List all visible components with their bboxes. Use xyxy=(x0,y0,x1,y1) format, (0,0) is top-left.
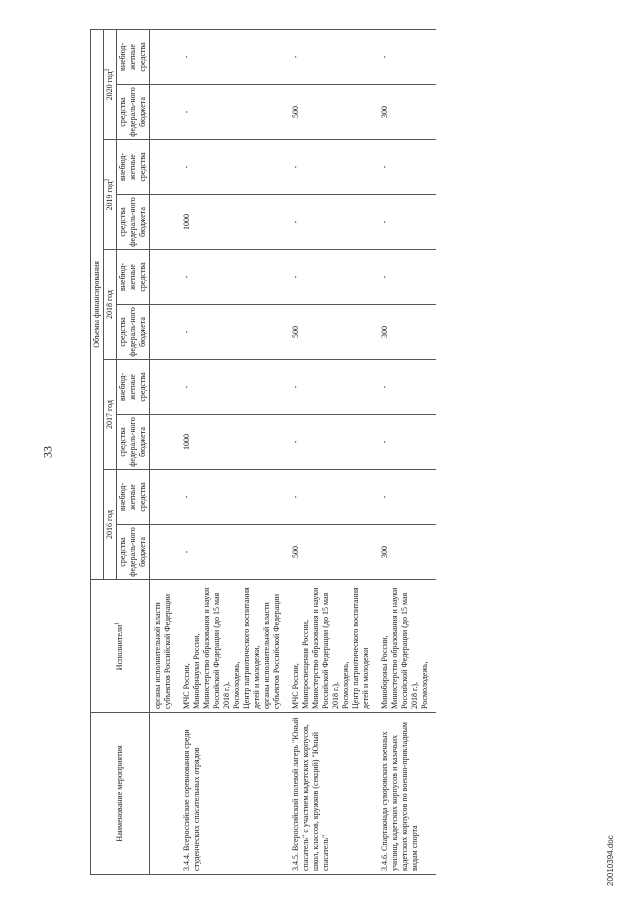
table-row xyxy=(288,29,377,874)
federal-budget-value: - xyxy=(288,195,377,250)
subheader-federal: средства федераль-ного бюджета xyxy=(117,415,150,470)
year-header xyxy=(104,29,117,139)
executors-cell: МЧС России, Минпросвещения России, Министерство образования и науки Российской Федерации (до 15 мая 2018 г.), Росмолодежь, Центр патриотического воспитания детей и молодежи xyxy=(288,580,377,713)
table-row xyxy=(179,29,288,874)
activity-name-cell: 3.4.6. Спартакиада суворовских военных училищ, кадетских корпусов и казачьих кадетских корпусов по военно-прикладным видам спорта xyxy=(377,713,436,875)
federal-budget-value: 1000 xyxy=(179,195,288,250)
extrabudget-value xyxy=(150,140,180,195)
extrabudget-value xyxy=(150,29,180,84)
federal-budget-value: 300 xyxy=(377,85,436,140)
extrabudget-value: - xyxy=(288,29,377,84)
extrabudget-value: - xyxy=(377,470,436,525)
subheader-extrabudget: внебюд-жетные средства xyxy=(117,250,150,305)
extrabudget-value xyxy=(150,250,180,305)
table-body xyxy=(150,29,437,874)
federal-budget-value: 500 xyxy=(288,85,377,140)
federal-budget-value: - xyxy=(377,415,436,470)
federal-budget-value: - xyxy=(179,305,288,360)
executors-cell: МЧС России, Минобрнауки России, Министерство образования и науки Российской Федерации (до 15 мая 2018 г.), Росмолодежь, Центр патриотического воспитания детей и молодежи, органы исполнительной власти субъектов Российской Федерации xyxy=(179,580,288,713)
subheader-extrabudget: внебюд-жетные средства xyxy=(117,140,150,195)
subheader-extrabudget: внебюд-жетные средства xyxy=(117,360,150,415)
federal-budget-value xyxy=(150,305,180,360)
extrabudget-value: - xyxy=(288,250,377,305)
column-header-name xyxy=(91,713,150,875)
federal-budget-value: 300 xyxy=(377,525,436,580)
extrabudget-value: - xyxy=(179,140,288,195)
federal-budget-value xyxy=(150,85,180,140)
executors-cell: органы исполнительной власти субъектов Российской Федерации xyxy=(150,580,180,713)
extrabudget-value: - xyxy=(377,29,436,84)
federal-budget-value: - xyxy=(288,415,377,470)
year-header xyxy=(104,360,117,470)
federal-budget-value xyxy=(150,525,180,580)
column-header-funding-text: Объемы финансирования xyxy=(92,261,101,348)
subheader-federal: средства федераль-ного бюджета xyxy=(117,85,150,140)
activity-name-cell: 3.4.5. Всероссийский полевой лагерь "Юный спасатель" с участием кадетских корпусов, школ, классов, кружков (секций) "Юный спасатель" xyxy=(288,713,377,875)
federal-budget-value: - xyxy=(179,85,288,140)
table-row xyxy=(377,29,436,874)
executors-cell: Минобороны России, Министерство образования и науки Российской Федерации (до 15 мая 2018 г.), Росмолодежь, xyxy=(377,580,436,713)
financing-table xyxy=(90,29,436,875)
extrabudget-value: - xyxy=(179,29,288,84)
table-header xyxy=(91,29,150,874)
extrabudget-value: - xyxy=(179,470,288,525)
federal-budget-value xyxy=(150,195,180,250)
activity-name-cell: 3.4.4. Всероссийские соревнования среди студенческих спасательных отрядов xyxy=(179,713,288,875)
column-header-funding xyxy=(91,29,104,579)
column-header-name-text: Наименование мероприятия xyxy=(115,745,124,842)
federal-budget-value: - xyxy=(179,525,288,580)
year-label: 2019 год xyxy=(105,181,114,211)
extrabudget-value: - xyxy=(377,140,436,195)
footnote-mark: 2 xyxy=(104,178,111,182)
year-label: 2017 год xyxy=(105,400,114,429)
extrabudget-value: - xyxy=(179,250,288,305)
federal-budget-value: 500 xyxy=(288,525,377,580)
federal-budget-value xyxy=(150,415,180,470)
extrabudget-value: - xyxy=(288,140,377,195)
extrabudget-value xyxy=(150,360,180,415)
footer-file-code: 20010394.doc xyxy=(606,835,615,886)
subheader-federal: средства федераль-ного бюджета xyxy=(117,525,150,580)
table-row xyxy=(150,29,180,874)
subheader-federal: средства федераль-ного бюджета xyxy=(117,195,150,250)
extrabudget-value xyxy=(150,470,180,525)
activity-name-cell xyxy=(150,713,180,875)
extrabudget-value: - xyxy=(377,250,436,305)
page-number: 33 xyxy=(40,446,55,458)
year-label: 2016 год xyxy=(105,510,114,539)
extrabudget-value: - xyxy=(377,360,436,415)
subheader-extrabudget: внебюд-жетные средства xyxy=(117,470,150,525)
federal-budget-value: 500 xyxy=(288,305,377,360)
extrabudget-value: - xyxy=(288,470,377,525)
column-header-executors-text: Исполнители xyxy=(115,624,124,671)
rotated-table-container xyxy=(90,30,610,875)
extrabudget-value: - xyxy=(288,360,377,415)
extrabudget-value: - xyxy=(179,360,288,415)
year-label: 2020 год xyxy=(105,71,114,101)
year-header xyxy=(104,250,117,360)
subheader-extrabudget: внебюд-жетные средства xyxy=(117,29,150,84)
federal-budget-value: - xyxy=(377,195,436,250)
footnote-mark: 1 xyxy=(114,621,121,625)
federal-budget-value: 1000 xyxy=(179,415,288,470)
year-label: 2018 год xyxy=(105,290,114,319)
footnote-mark: 2 xyxy=(104,68,111,72)
column-header-executors xyxy=(91,580,150,713)
subheader-federal: средства федераль-ного бюджета xyxy=(117,305,150,360)
year-header xyxy=(104,470,117,580)
federal-budget-value: 300 xyxy=(377,305,436,360)
year-header xyxy=(104,140,117,250)
